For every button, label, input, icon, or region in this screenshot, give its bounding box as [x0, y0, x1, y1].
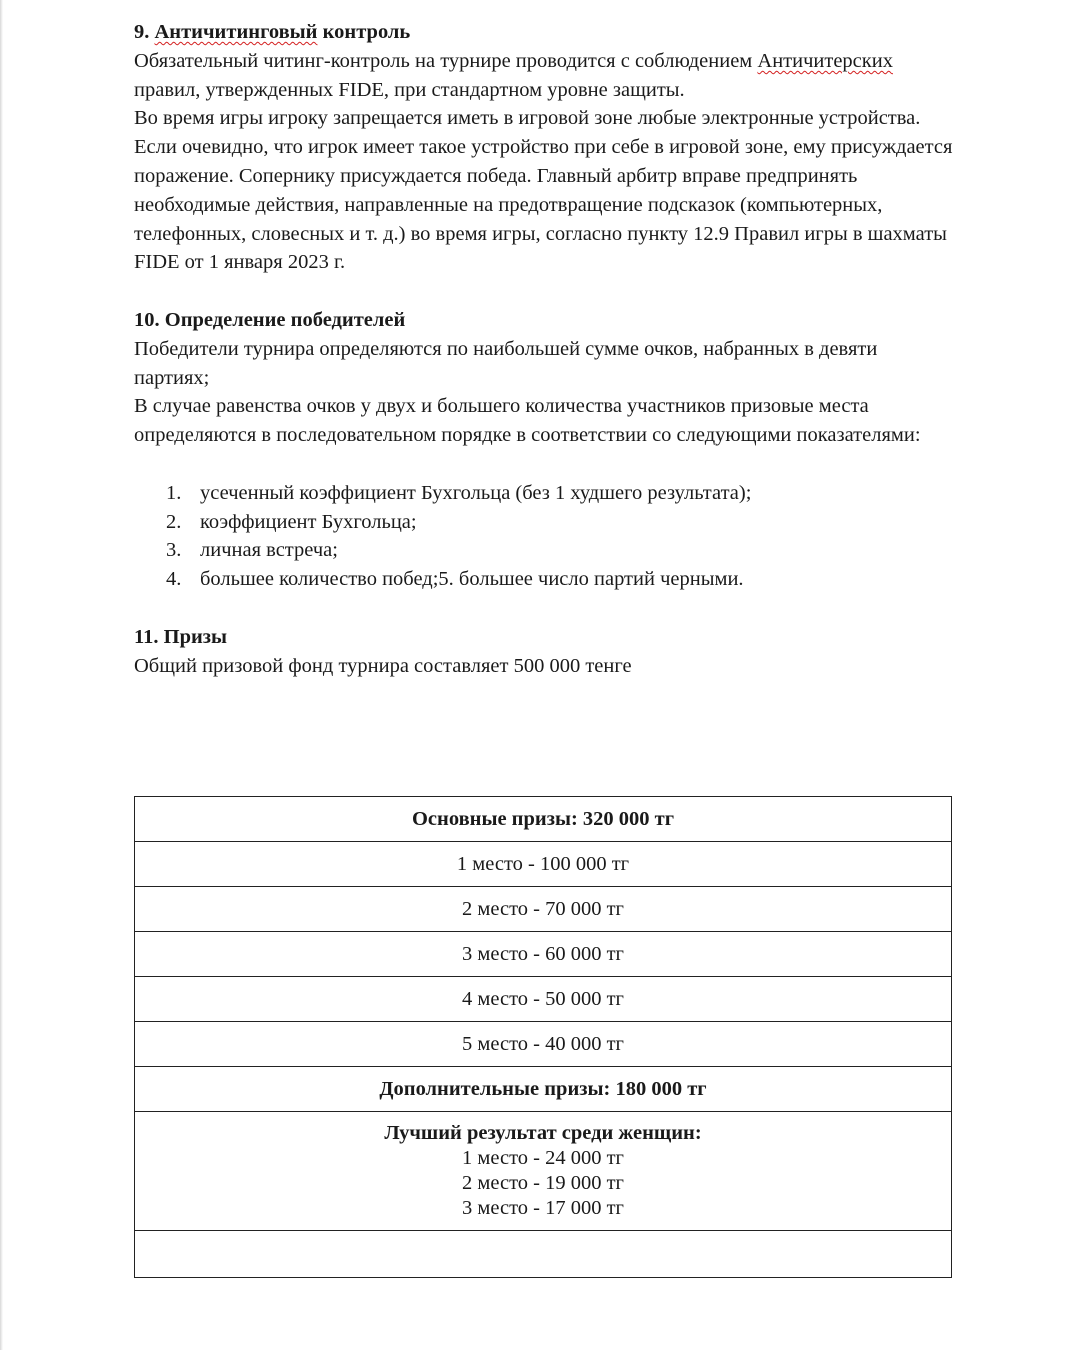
- table-row: [135, 1112, 952, 1231]
- list-item: [134, 508, 954, 537]
- prize-cell: 1 место - 100 000 тг: [135, 842, 952, 887]
- tiebreak-list: [134, 479, 954, 594]
- prize-cell: 2 место - 70 000 тг: [135, 887, 952, 932]
- list-item-text: коэффициент Бухгольца;: [200, 510, 417, 533]
- empty-cell: [135, 1231, 952, 1278]
- table-row: [135, 1022, 952, 1067]
- list-item-number: 3.: [166, 539, 182, 562]
- section-9-paragraph-1: [134, 47, 954, 105]
- table-row: [135, 1067, 952, 1112]
- list-item: [134, 479, 954, 508]
- list-item: [134, 565, 954, 594]
- section-9-title: [134, 18, 954, 47]
- women-prize-line: 2 место - 19 000 тг: [462, 1172, 624, 1194]
- list-item-number: 1.: [166, 481, 182, 504]
- prize-table: [134, 796, 952, 1278]
- section-9-p1-end: правил, утвержденных FIDE, при стандартном уровне защиты.: [134, 78, 685, 101]
- section-9-number: 9.: [134, 21, 155, 43]
- table-row: [135, 1231, 952, 1278]
- section-9-paragraph-2: Во время игры игроку запрещается иметь в игровой зоне любые электронные устройства. Если очевидно, что игрок имеет такое устройство при себе в игровой зоне, ему присуждается поражение. Сопернику присуждается победа. Главный арбитр вправе предпринять необходимые действия, направленные на предотвращение подсказок (компьютерных, телефонных, словесных и т. д.) во время игры, согласно пункту 12.9 Правил игры в шахматы FIDE от 1 января 2023 г.: [134, 107, 953, 274]
- women-prizes-title: Лучший результат среди женщин:: [384, 1122, 702, 1144]
- section-10-paragraph-1: Победители турнира определяются по наибольшей сумме очков, набранных в девяти партиях;: [134, 337, 878, 389]
- page-edge: [0, 0, 3, 1350]
- spacer: [134, 277, 954, 306]
- section-9-title-suffix: контроль: [317, 21, 411, 43]
- document-body: [134, 18, 954, 680]
- section-11-paragraph-1: Общий призовой фонд турнира составляет 500 000 тенге: [134, 654, 632, 677]
- prize-cell: 4 место - 50 000 тг: [135, 977, 952, 1022]
- section-9-p1-start: Обязательный читинг-контроль на турнире проводится с соблюдением: [134, 49, 758, 72]
- women-prize-line: 3 место - 17 000 тг: [462, 1197, 624, 1219]
- list-item-text: личная встреча;: [200, 539, 338, 562]
- women-prizes-cell: [135, 1112, 952, 1231]
- women-prize-line: 1 место - 24 000 тг: [462, 1147, 624, 1169]
- section-10-title: 10. Определение победителей: [134, 308, 406, 331]
- section-9-title-word: Античитинговый: [154, 21, 318, 43]
- section-9-p1-word: Античитерских: [757, 49, 893, 72]
- main-prizes-header: Основные призы: 320 000 тг: [135, 797, 952, 842]
- prize-cell: 3 место - 60 000 тг: [135, 932, 952, 977]
- table-row: [135, 932, 952, 977]
- spacer: [134, 594, 954, 623]
- list-item-number: 2.: [166, 510, 182, 533]
- list-item-number: 4.: [166, 568, 182, 591]
- spacer: [134, 450, 954, 479]
- prize-cell: 5 место - 40 000 тг: [135, 1022, 952, 1067]
- section-10-paragraph-2: В случае равенства очков у двух и большего количества участников призовые места определяются в последовательном порядке в соответствии со следующими показателями:: [134, 395, 921, 447]
- section-11-title: 11. Призы: [134, 625, 228, 648]
- list-item-text: усеченный коэффициент Бухгольца (без 1 худшего результата);: [200, 481, 752, 504]
- list-item-text: большее количество побед;5. большее число партий черными.: [200, 568, 744, 591]
- table-row: [135, 887, 952, 932]
- extra-prizes-header: Дополнительные призы: 180 000 тг: [135, 1067, 952, 1112]
- table-row: [135, 977, 952, 1022]
- list-item: [134, 536, 954, 565]
- table-row: [135, 797, 952, 842]
- table-row: [135, 842, 952, 887]
